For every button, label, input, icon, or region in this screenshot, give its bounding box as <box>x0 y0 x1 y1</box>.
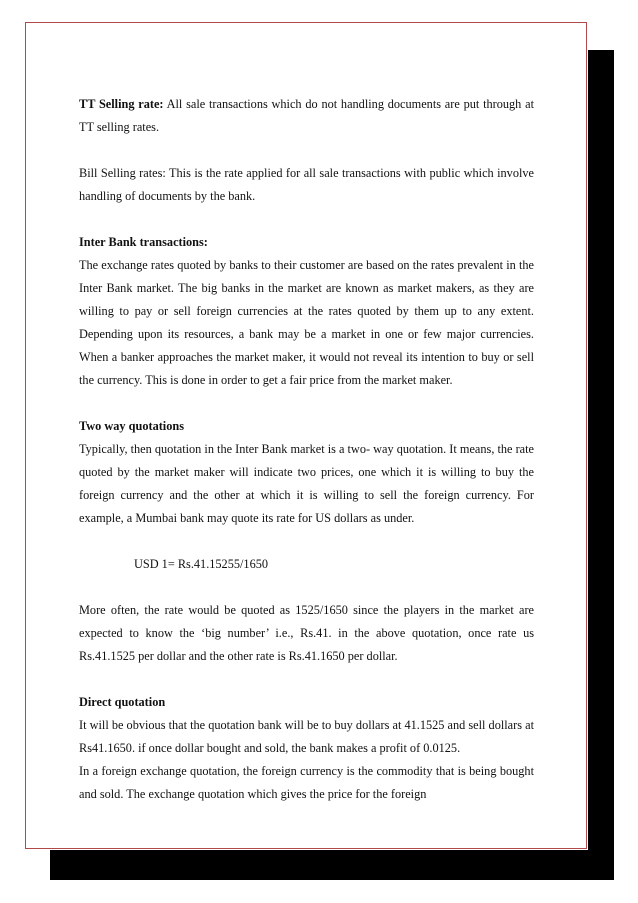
two-way-paragraph: Typically, then quotation in the Inter Bank market is a two- way quotation. It means, the rate quoted by the market maker will indicate two prices, one which it is willing to buy the foreign currency and the other at which it is willing to sell the foreign currency. For example, a Mumbai bank may quote its rate for US dollars as under. <box>79 442 534 525</box>
page-shadow-bottom <box>50 850 614 880</box>
inter-bank-heading: Inter Bank transactions: <box>79 235 208 249</box>
document-page <box>25 22 587 849</box>
bill-selling-paragraph: Bill Selling rates: This is the rate applied for all sale transactions with public which involve handling of documents by the bank. <box>79 166 534 203</box>
quotation-example: USD 1= Rs.41.15255/1650 <box>134 557 269 571</box>
tt-selling-text: All sale transactions which do not handling documents are put through at TT selling rates. <box>79 97 534 134</box>
page-content <box>79 93 534 806</box>
two-way-followup-paragraph: More often, the rate would be quoted as 1525/1650 since the players in the market are expected to know the ‘big number’ i.e., Rs.41. in the above quotation, once rate us Rs.41.1525 per dollar and the other rate is Rs.41.1650 per dollar. <box>79 603 534 663</box>
two-way-heading: Two way quotations <box>79 419 184 433</box>
direct-quotation-heading: Direct quotation <box>79 695 166 709</box>
direct-quotation-paragraph-1: It will be obvious that the quotation bank will be to buy dollars at 41.1525 and sell dollars at Rs41.1650. if once dollar bought and sold, the bank makes a profit of 0.0125. <box>79 718 534 755</box>
tt-selling-paragraph <box>79 93 534 139</box>
tt-selling-heading: TT Selling rate: <box>79 97 164 111</box>
direct-quotation-paragraph-2: In a foreign exchange quotation, the foreign currency is the commodity that is being bought and sold. The exchange quotation which gives the price for the foreign <box>79 764 534 801</box>
page-shadow-right <box>588 50 614 880</box>
inter-bank-paragraph: The exchange rates quoted by banks to their customer are based on the rates prevalent in the Inter Bank market. The big banks in the market are known as market makers, as they are willing to pay or sell foreign currencies at the rates quoted by them up to any extent. Depending upon its resources, a bank may be a market in one or few major currencies. When a banker approaches the market maker, it would not reveal its intention to buy or sell the currency. This is done in order to get a fair price from the market maker. <box>79 258 534 387</box>
